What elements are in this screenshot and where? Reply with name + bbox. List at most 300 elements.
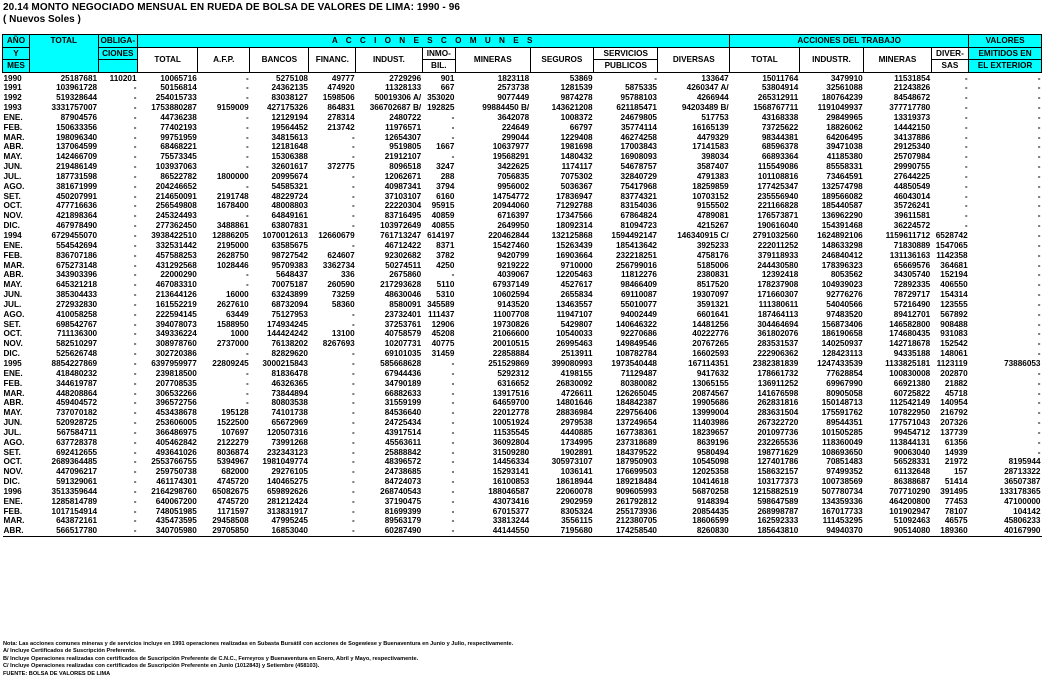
table-row	[3, 251, 1042, 261]
table-cell: 44736238	[160, 112, 197, 122]
table-cell: -	[351, 486, 355, 496]
table-cell: 1028446	[216, 260, 249, 270]
col-header-afp: A.F.P.	[198, 47, 250, 72]
table-cell: 46274258	[620, 132, 657, 142]
table-cell: 3000215843	[262, 358, 308, 368]
table-cell: 70075187	[271, 280, 308, 290]
table-cell: 624607	[327, 250, 355, 260]
table-cell: 15263439	[556, 240, 593, 250]
table-cell: 83774321	[620, 191, 657, 201]
table-cell: 53804914	[761, 83, 799, 93]
table-cell: 349336224	[155, 329, 197, 339]
col-header-publicos: PUBLICOS	[594, 60, 658, 73]
table-cell: 909605993	[615, 486, 657, 496]
table-cell: 1973540448	[611, 358, 657, 368]
table-cell: 10545098	[692, 457, 729, 467]
table-cell: 467083310	[155, 280, 197, 290]
table-cell: 2380831	[696, 270, 729, 280]
table-cell: 174934245	[266, 319, 308, 329]
table-cell: 340705980	[155, 526, 197, 536]
table-cell: 457588253	[155, 250, 197, 260]
table-cell: 8639196	[696, 437, 729, 447]
table-cell: 95709383	[271, 260, 308, 270]
table-cell: 104142	[1013, 506, 1041, 516]
table-cell: -	[245, 368, 249, 378]
table-cell: -	[1037, 427, 1041, 437]
table-cell: 3362734	[322, 260, 355, 270]
row-label: ABR.	[3, 142, 24, 152]
table-cell: -	[351, 142, 355, 152]
table-cell: -	[964, 103, 968, 113]
table-cell: 34305740	[893, 270, 931, 280]
table-cell: 207708535	[155, 378, 197, 388]
table-cell: -	[245, 211, 249, 221]
table-cell: 29276105	[271, 467, 308, 477]
table-cell: 10207731	[384, 339, 422, 349]
table-cell: -	[245, 83, 249, 93]
table-cell: 77628854	[826, 368, 863, 378]
table-cell: 50274511	[385, 260, 422, 270]
table-cell: 4745720	[216, 477, 249, 487]
table-cell: 54040566	[826, 299, 863, 309]
table-cell: 707710290	[889, 486, 931, 496]
table-cell: -	[1037, 260, 1041, 270]
table-cell: 146582800	[889, 319, 931, 329]
table-cell: 71129487	[620, 368, 657, 378]
table-cell: 405462842	[155, 437, 197, 447]
table-cell: 85558331	[826, 162, 863, 172]
table-cell: 12654307	[384, 132, 422, 142]
row-label: 1995	[3, 358, 22, 368]
table-cell: 17003843	[620, 142, 657, 152]
table-cell: -	[133, 290, 137, 300]
table-cell: 66882633	[384, 388, 422, 398]
col-header-ac-total: TOTAL	[138, 47, 198, 72]
table-cell: 667	[440, 83, 455, 93]
table-cell: 174258540	[615, 526, 657, 536]
table-cell: -	[1037, 299, 1041, 309]
table-cell: -	[133, 447, 137, 457]
table-cell: 377717780	[889, 103, 931, 113]
table-cell: 190616040	[757, 221, 799, 231]
table-row	[3, 211, 1042, 221]
table-cell: -	[133, 231, 137, 240]
table-cell: 268740543	[380, 486, 422, 496]
table-cell: 161552219	[155, 299, 197, 309]
table-cell: 13917516	[492, 388, 530, 398]
table-cell: 19905686	[692, 398, 729, 408]
table-cell: 3422625	[497, 162, 530, 172]
table-cell: -	[351, 526, 355, 536]
table-cell: 77453	[944, 496, 968, 506]
table-cell: 12025358	[692, 467, 729, 477]
table-cell: -	[964, 211, 968, 221]
table-cell: 141676598	[757, 388, 799, 398]
table-cell: 136911252	[757, 378, 799, 388]
table-cell: -	[1037, 270, 1041, 280]
table-cell: 176573871	[757, 211, 799, 221]
table-row	[3, 359, 1042, 369]
table-cell: 1588950	[216, 319, 249, 329]
table-cell: 10540033	[556, 329, 593, 339]
table-cell: 80380082	[620, 378, 657, 388]
table-row	[3, 103, 1042, 113]
table-cell: 158632157	[757, 467, 799, 477]
table-cell: 107822950	[889, 408, 931, 418]
table-cell: 308978760	[155, 339, 197, 349]
table-cell: 65669576	[893, 260, 931, 270]
table-cell: 268998787	[757, 506, 799, 516]
table-cell: 46575	[944, 516, 968, 526]
table-cell: -	[133, 93, 137, 103]
table-cell: 64659700	[492, 398, 530, 408]
table-cell: 54585321	[271, 181, 308, 191]
table-cell: 140646322	[615, 319, 657, 329]
table-cell: 11976571	[385, 122, 422, 132]
table-cell: 554542694	[56, 240, 98, 250]
table-cell: 418480232	[56, 368, 98, 378]
row-label: NOV.	[3, 467, 23, 477]
table-cell: 11328133	[385, 83, 422, 93]
row-label: JUL.	[3, 299, 22, 309]
table-cell: -	[1037, 240, 1041, 250]
table-cell: 17836947	[556, 191, 593, 201]
row-label: SET.	[3, 447, 21, 457]
table-cell: 4745720	[216, 496, 249, 506]
col-header-indust: INDUST.	[356, 47, 422, 72]
row-label: FEB.	[3, 378, 23, 388]
table-cell: -	[351, 152, 355, 162]
table-cell: 232343123	[266, 447, 308, 457]
table-cell: 63243899	[271, 290, 308, 300]
table-cell: 98344381	[761, 132, 799, 142]
table-cell: 214650091	[155, 191, 197, 201]
table-cell: -	[351, 506, 355, 516]
table-cell: 244430580	[757, 260, 799, 270]
table-cell: 22060078	[556, 486, 593, 496]
table-cell: 4789081	[696, 211, 729, 221]
table-cell: 1159611712	[885, 231, 931, 240]
table-cell: -	[1037, 378, 1041, 388]
table-cell: 110201	[109, 73, 137, 83]
table-cell: 186190658	[821, 329, 863, 339]
table-cell: -	[245, 181, 249, 191]
table-cell: -	[133, 349, 137, 359]
table-cell: 51414	[944, 477, 968, 487]
table-cell: 222011252	[757, 240, 799, 250]
table-cell: 92776276	[826, 290, 863, 300]
table-cell: 5292312	[497, 368, 530, 378]
table-cell: -	[133, 250, 137, 260]
table-cell: -	[1037, 93, 1041, 103]
table-cell: 148633298	[821, 240, 863, 250]
table-cell: 474920	[327, 83, 355, 93]
table-cell: 40222776	[692, 329, 729, 339]
table-cell: 75573345	[160, 152, 197, 162]
table-cell: -	[1037, 211, 1041, 221]
row-label: ABR.	[3, 270, 24, 280]
table-cell: 187731598	[56, 171, 98, 181]
table-cell: 2513911	[561, 349, 593, 359]
table-cell: 3556115	[561, 516, 593, 526]
table-cell: -	[451, 437, 455, 447]
table-cell: 9159009	[216, 103, 249, 113]
table-cell: 31509280	[492, 447, 530, 457]
table-cell: -	[133, 309, 137, 319]
table-cell: -	[133, 211, 137, 221]
table-cell: 108782784	[615, 349, 657, 359]
table-cell: 398034	[701, 152, 729, 162]
table-cell: 525626748	[56, 349, 98, 359]
table-row	[3, 329, 1042, 339]
table-cell: 12660679	[318, 231, 355, 240]
table-cell: 11947107	[556, 309, 593, 319]
table-cell: -	[351, 427, 355, 437]
table-cell: 31459	[431, 349, 455, 359]
table-cell: 15427460	[492, 240, 530, 250]
table-cell: 16000	[225, 290, 249, 300]
row-label: FEB.	[3, 250, 23, 260]
table-cell: -	[351, 171, 355, 181]
table-cell: 406550	[940, 280, 968, 290]
table-cell: -	[133, 339, 137, 349]
table-cell: 175591762	[821, 408, 863, 418]
table-cell: 56528331	[893, 457, 931, 467]
table-cell: 237318689	[615, 437, 657, 447]
table-cell: 1247433539	[817, 358, 863, 368]
table-title: 20.14 MONTO NEGOCIADO MENSUAL EN RUEDA DE BOLSA DE VALORES DE LIMA: 1990 - 96	[3, 2, 461, 13]
table-cell: 187950903	[615, 457, 657, 467]
table-cell: 99454712	[893, 427, 931, 437]
table-cell: 235556940	[757, 191, 799, 201]
table-cell: 2191748	[216, 191, 249, 201]
table-cell: 3938422510	[151, 231, 197, 240]
table-cell: -	[1037, 83, 1041, 93]
table-cell: 4758176	[696, 250, 729, 260]
table-cell: 167017733	[821, 506, 863, 516]
table-cell: -	[451, 398, 455, 408]
table-cell: 645321218	[56, 280, 98, 290]
table-cell: 908488	[940, 319, 968, 329]
table-cell: 453438678	[155, 408, 197, 418]
table-cell: -	[245, 132, 249, 142]
col-header-at-mineras: MINERAS	[864, 47, 932, 72]
table-cell: -	[133, 457, 137, 467]
table-cell: 4726611	[561, 388, 593, 398]
table-cell: 6716397	[497, 211, 530, 221]
table-cell: 66893364	[761, 152, 799, 162]
table-cell: 22809245	[212, 358, 249, 368]
table-cell: -	[133, 162, 137, 172]
table-cell: -	[351, 418, 355, 428]
table-cell: 262831816	[757, 398, 799, 408]
table-cell: -	[351, 477, 355, 487]
table-cell: 156873406	[821, 319, 863, 329]
table-cell: 131136163	[889, 250, 931, 260]
table-cell: 201097736	[757, 427, 799, 437]
table-cell: 11531854	[894, 73, 931, 83]
table-cell: 259750738	[155, 467, 197, 477]
table-cell: 2628750	[216, 250, 249, 260]
table-cell: -	[1037, 191, 1041, 201]
table-cell: 3925233	[696, 240, 729, 250]
table-cell: 1017154914	[51, 506, 98, 516]
table-cell: -	[133, 191, 137, 201]
table-cell: 459404572	[56, 398, 98, 408]
table-cell: -	[133, 398, 137, 408]
table-cell: -	[964, 162, 968, 172]
table-cell: 836707186	[56, 250, 98, 260]
table-cell: -	[451, 496, 455, 506]
table-cell: 184379522	[615, 447, 657, 457]
table-cell: -	[351, 516, 355, 526]
table-cell: -	[133, 142, 137, 152]
table-cell: 176699503	[615, 467, 657, 477]
table-cell: 585668628	[380, 358, 422, 368]
table-cell: 140250937	[821, 339, 863, 349]
table-cell: 643872161	[56, 516, 98, 526]
row-label: DIC.	[3, 477, 20, 487]
table-cell: 14481256	[692, 319, 729, 329]
table-cell: 16100853	[492, 477, 530, 487]
row-label: MAY.	[3, 280, 23, 290]
col-header-servicios: SERVICIOS	[594, 47, 658, 60]
table-cell: 2553766755	[151, 457, 197, 467]
table-cell: 45806233	[1004, 516, 1041, 526]
table-cell: 99751959	[160, 132, 197, 142]
table-cell: -	[1037, 309, 1041, 319]
table-cell: 21912107	[384, 152, 422, 162]
table-cell: -	[245, 162, 249, 172]
table-cell: 9219222	[497, 260, 530, 270]
table-cell: 255173936	[615, 506, 657, 516]
table-row	[3, 487, 1042, 497]
table-cell: 99884450 B/	[482, 103, 530, 113]
table-cell: 58360	[331, 299, 355, 309]
table-cell: 2902959	[560, 496, 593, 506]
table-cell: 143621208	[551, 103, 593, 113]
table-cell: -	[133, 201, 137, 211]
row-label: 1996	[3, 486, 22, 496]
table-cell: 21066600	[492, 329, 530, 339]
table-cell: 305973107	[551, 457, 593, 467]
table-row	[3, 72, 1042, 83]
table-cell: 39471038	[826, 142, 863, 152]
table-cell: -	[245, 122, 249, 132]
table-cell: 89412701	[893, 309, 931, 319]
table-cell: 28713322	[1004, 467, 1041, 477]
table-row	[3, 507, 1042, 517]
table-cell: -	[351, 358, 355, 368]
table-cell: 366486975	[155, 427, 197, 437]
row-label: MAY.	[3, 152, 23, 162]
table-cell: 60725822	[893, 388, 931, 398]
table-cell: 154391468	[821, 221, 863, 231]
table-cell: 447096217	[56, 467, 98, 477]
table-cell: 24679805	[620, 112, 657, 122]
table-cell: 29458508	[212, 516, 249, 526]
table-cell: 1678400	[216, 201, 249, 211]
table-cell: 520928725	[56, 418, 98, 428]
col-header-valores: VALORES	[969, 35, 1042, 48]
table-cell: 1981698	[560, 142, 593, 152]
table-cell: -	[133, 83, 137, 93]
table-cell: 35726241	[893, 201, 931, 211]
table-cell: 40855	[431, 221, 455, 231]
table-cell: 517753	[701, 112, 729, 122]
table-cell: 1215882519	[752, 486, 799, 496]
table-cell: 591329061	[56, 477, 98, 487]
table-row	[3, 231, 1042, 241]
table-cell: 711136300	[56, 329, 98, 339]
table-cell: 90063040	[893, 447, 931, 457]
table-cell: 5875335	[625, 83, 657, 93]
table-cell: 637728378	[56, 437, 98, 447]
table-row	[3, 408, 1042, 418]
table-cell: 8096518	[389, 162, 422, 172]
table-cell: 18092314	[556, 221, 593, 231]
table-cell: 1800000	[216, 171, 249, 181]
table-cell: 10637977	[492, 142, 530, 152]
table-cell: 18259859	[692, 181, 729, 191]
table-cell: 167114351	[688, 358, 729, 368]
table-cell: 8305324	[560, 506, 593, 516]
table-cell: 178661732	[757, 368, 799, 378]
table-cell: 3794	[436, 181, 455, 191]
row-label: ABR.	[3, 526, 24, 536]
table-cell: 61356	[944, 437, 968, 447]
table-cell: 189218484	[615, 477, 657, 487]
table-cell: 1823118	[497, 73, 530, 83]
table-cell: 37190475	[384, 496, 422, 506]
table-cell: -	[351, 388, 355, 398]
table-cell: -	[964, 201, 968, 211]
table-cell: 2649950	[497, 221, 530, 231]
table-cell: 4215267	[696, 221, 729, 231]
table-cell: 343903396	[56, 270, 98, 280]
table-cell: 8854227869	[51, 358, 98, 368]
col-header-at-industr: INDUSTR.	[799, 47, 863, 72]
table-cell: 111380611	[758, 299, 799, 309]
table-cell: 22012778	[492, 408, 530, 418]
table-cell: 288	[440, 171, 455, 181]
table-cell: -	[964, 112, 968, 122]
table-row	[3, 339, 1042, 349]
group-header-acciones-trabajo: ACCIONES DEL TRABAJO	[730, 35, 969, 48]
table-cell: 48396572	[384, 457, 422, 467]
table-cell: 344619787	[56, 378, 98, 388]
table-cell: 1000	[230, 329, 249, 339]
table-cell: 40758579	[384, 329, 422, 339]
table-cell: 431292568	[155, 260, 197, 270]
col-header-bil: BIL.	[422, 60, 455, 73]
table-cell: 146340915 C/	[677, 231, 729, 240]
table-cell: -	[964, 191, 968, 201]
table-cell: 8053562	[830, 270, 863, 280]
row-label: ENE.	[3, 368, 23, 378]
table-cell: 427175326	[266, 103, 308, 113]
table-cell: 19730826	[492, 319, 530, 329]
table-cell: 332531442	[155, 240, 197, 250]
table-cell: 132574798	[821, 181, 863, 191]
table-cell: -	[964, 142, 968, 152]
table-cell: 149849546	[615, 339, 657, 349]
table-cell: 101505285	[821, 427, 863, 437]
table-cell: 46712422	[384, 240, 422, 250]
table-cell: 621185471	[616, 103, 657, 113]
row-label: 1990	[3, 73, 22, 83]
table-row	[3, 241, 1042, 251]
